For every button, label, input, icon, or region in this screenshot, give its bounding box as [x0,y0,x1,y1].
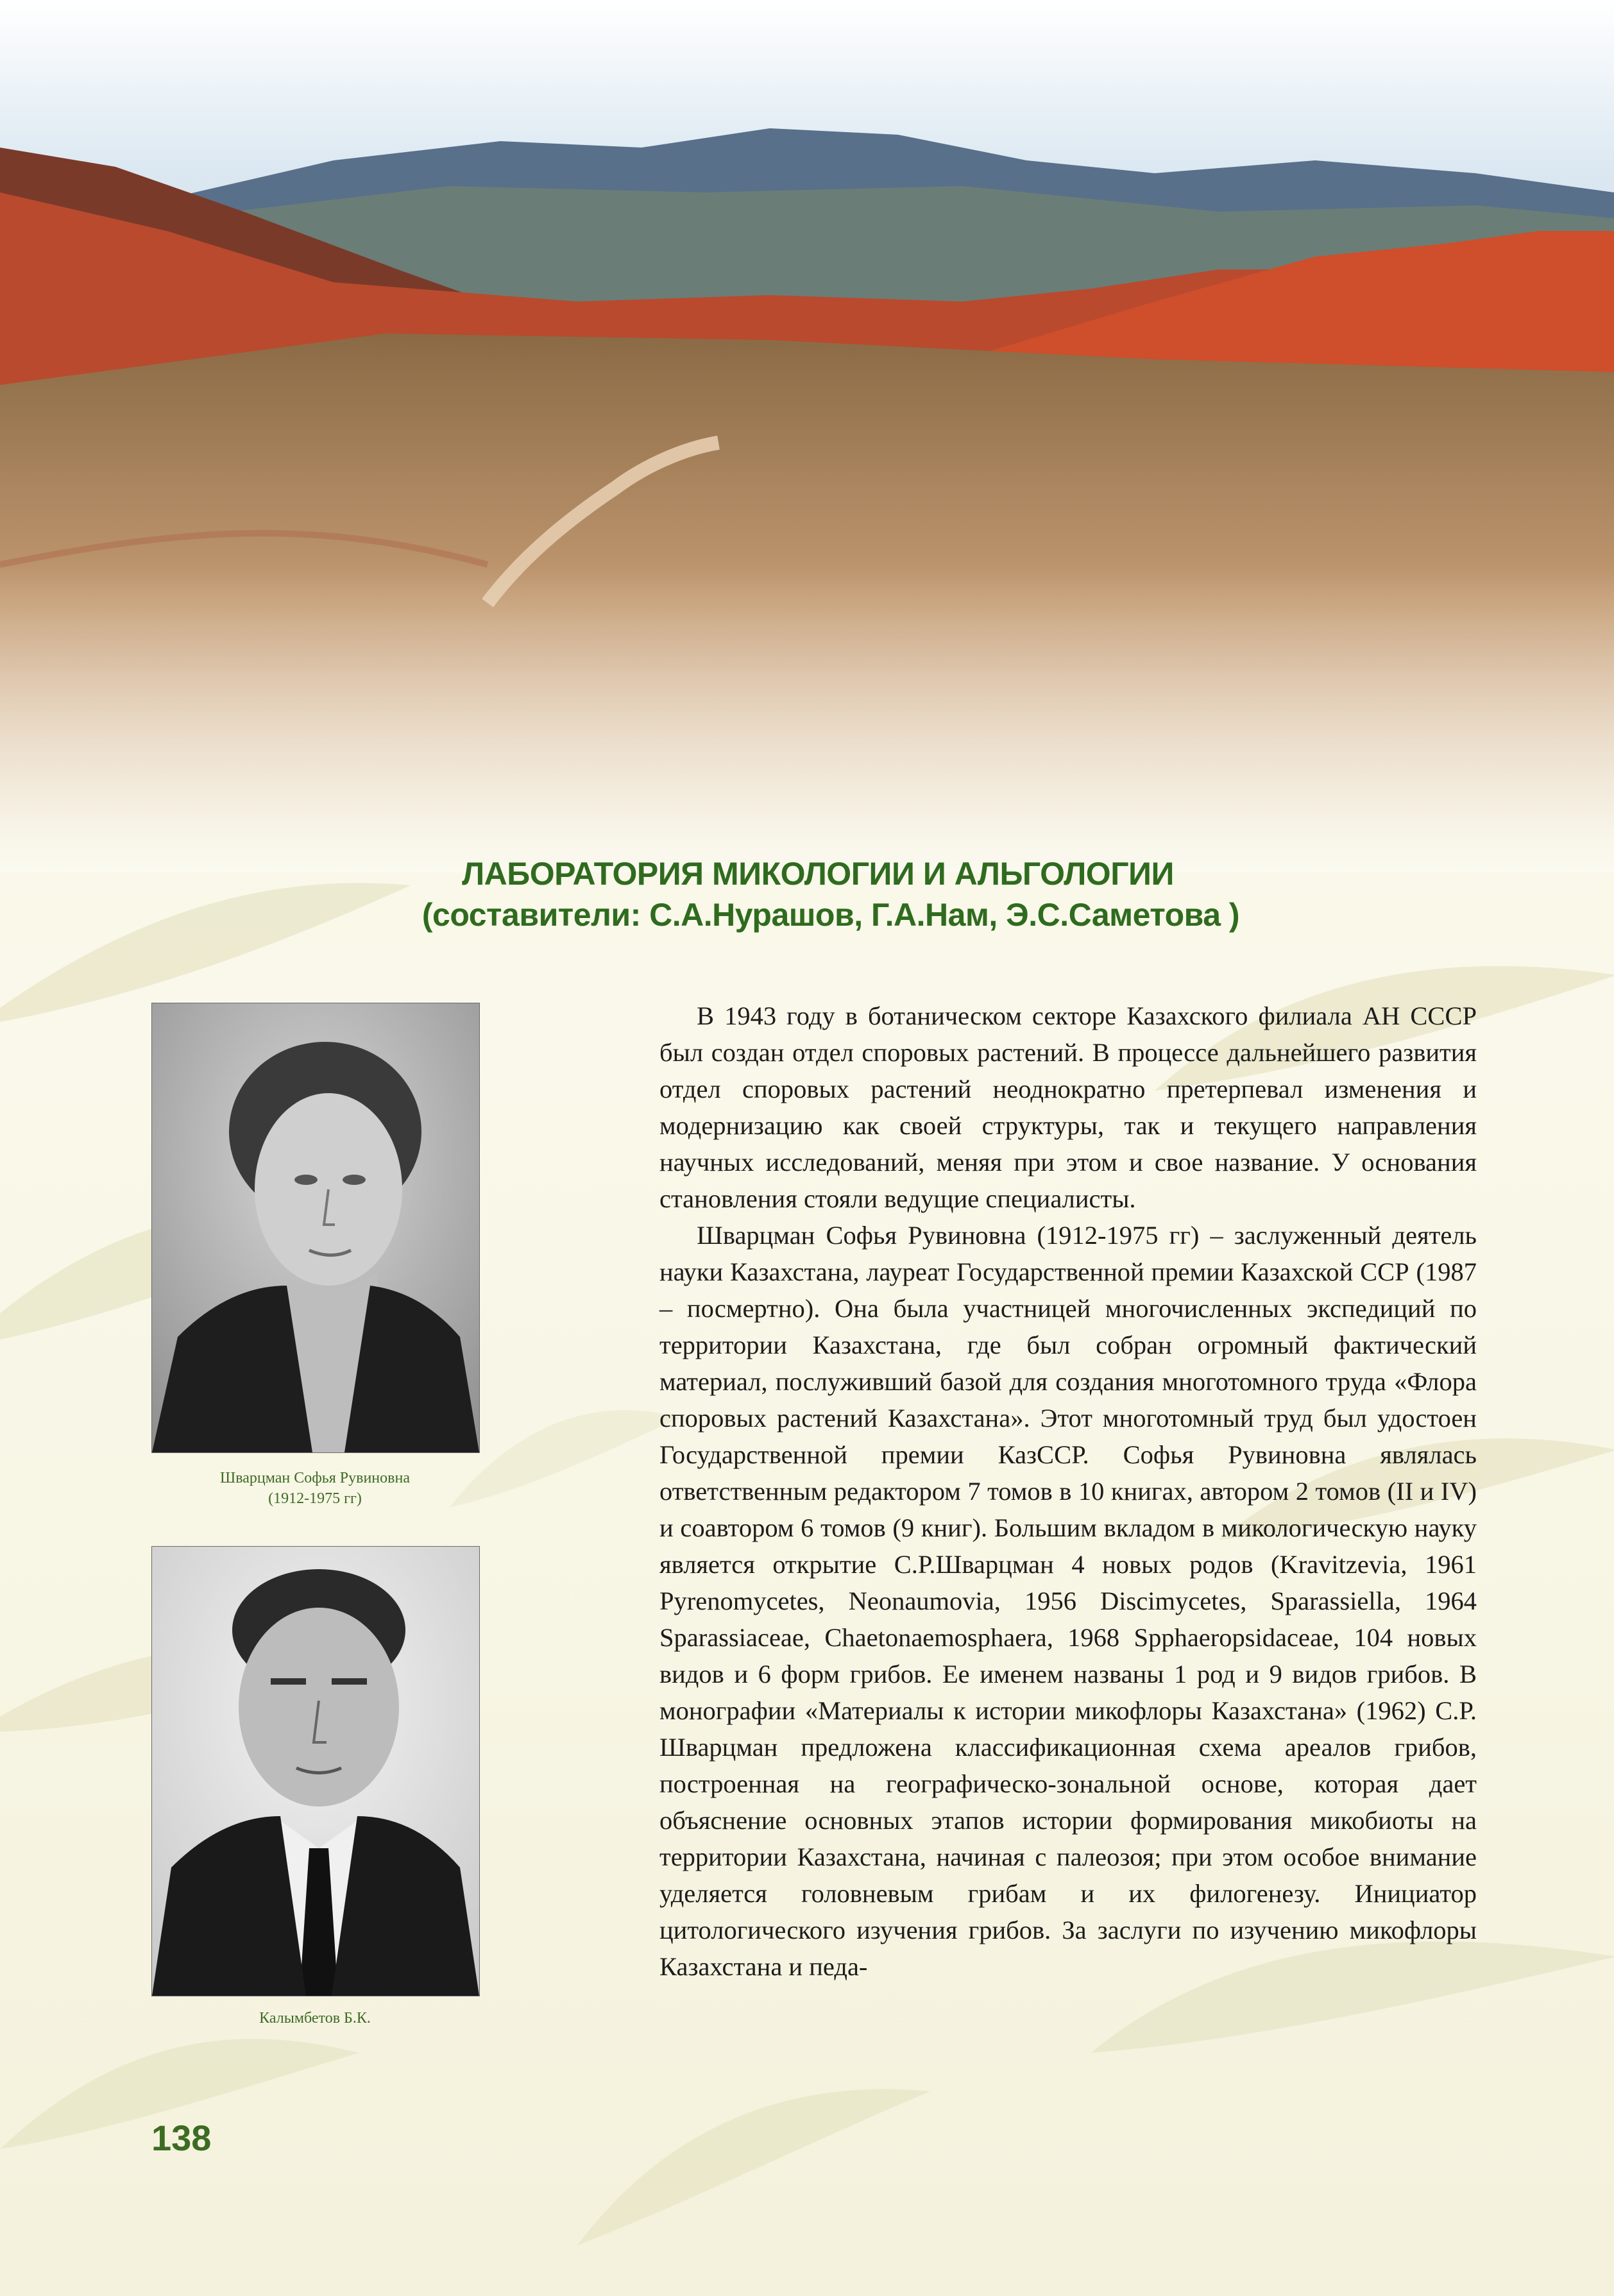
paragraph: Шварцман Софья Рувиновна (1912-1975 гг) – заслуженный деятель науки Казахстана, лауреат Государственной премии Казахской ССР (1987 – посмертно). Она была участницей многочисленных экспедиций по территории Казахстана, где был собран огромный фактический материал, послуживший базой для создания многотомного труда «Флора споровых растений Казахстана». Этот многотомный труд был удостоен Государственной премии КазССР. Софья Рувиновна являлась ответственным редактором 7 томов в 10 книгах, автором 2 томов (II и IV) и соавтором 6 томов (9 книг). Большим вкладом в микологическую науку является открытие С.Р.Шварцман 4 новых родов (Kravitzevia, 1961 Pyrenomycetes, Neonaumovia, 1956 Discimycetes, Sparassiella, 1964 Sparassiaceae, Chaetonaemosphaera, 1968 Spphaeropsidaceae, 104 новых видов и 6 форм грибов. Ее именем названы 1 род и 9 видов грибов. В монографии «Материалы к истории микофлоры Казахстана» (1962) С.Р. Шварцман предложена классификационная схема ареалов грибов, построенная на географическо-зональной основе, которая дает объяснение основных этапов истории формирования микобиоты на территории Казахстана, начиная с палеозоя; при этом особое внимание уделяется головневым грибам и их филогенезу. Инициатор цитологического изучения грибов. За заслуги по изучению микофлоры Казахстана и педа- [659,1221,1477,1981]
photo-caption [151,2008,479,2028]
portrait-photo-shvartsman [151,1003,480,1453]
section-title [192,853,1443,935]
caption-years: (1912-1975 гг) [268,1490,362,1507]
photo-caption [151,1468,479,1509]
paragraph: В 1943 году в ботаническом секторе Казахского филиала АН СССР был создан отдел споровых растений. В процессе дальнейшего развития отдел споровых растений неоднократно претерпевал изменения и модернизацию как своей структуры, так и текущего направления научных исследований, меняя при этом и свое название. У основания становления стояли ведущие специалисты. [659,1001,1477,1213]
portrait-photo-kalymbetov [151,1546,480,1996]
article-body [659,998,1477,1985]
page-number: 138 [151,2118,212,2158]
landscape-photo [0,0,1614,872]
compilers-subtitle: (составители: С.А.Нурашов, Г.А.Нам, Э.С.Саметова ) [421,897,1240,933]
caption-name: Калымбетов Б.К. [259,2010,371,2027]
caption-name: Шварцман Софья Рувиновна [220,1470,410,1486]
lab-title: ЛАБОРАТОРИЯ МИКОЛОГИИ И АЛЬГОЛОГИИ [462,856,1174,892]
